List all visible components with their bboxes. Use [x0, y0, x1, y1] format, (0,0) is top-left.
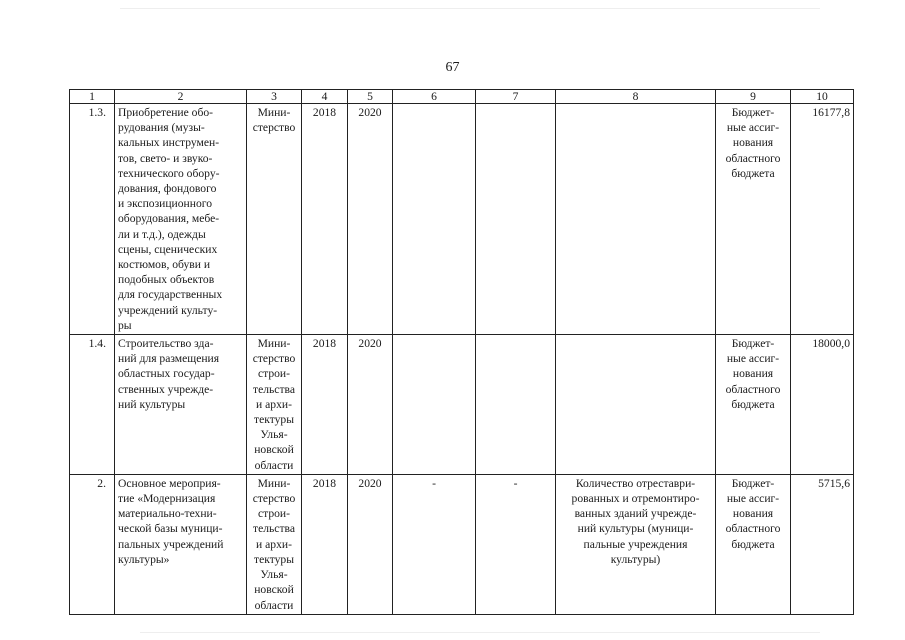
executor: Мини- стерство	[247, 104, 302, 335]
funding-source: Бюджет- ные ассиг- нования областного бюджета	[716, 335, 791, 475]
indicator	[556, 104, 716, 335]
header-cell-5: 5	[348, 90, 393, 104]
header-cell-9: 9	[716, 90, 791, 104]
amount: 18000,0	[791, 335, 854, 475]
col-6-value: -	[393, 474, 476, 614]
activity-name: Основное мероприя- тие «Модернизация материально-техни- ческой базы муници- пальных учреждений культуры»	[115, 474, 247, 614]
indicator: Количество отреставри- рованных и отремонтиро- ванных зданий учрежде- ний культуры (муници- пальные учреждения культуры)	[556, 474, 716, 614]
header-cell-8: 8	[556, 90, 716, 104]
header-cell-4: 4	[302, 90, 348, 104]
start-year: 2018	[302, 104, 348, 335]
scan-artifact-bottom	[140, 632, 820, 633]
header-row	[70, 90, 854, 104]
table-row	[70, 474, 854, 614]
funding-source: Бюджет- ные ассиг- нования областного бюджета	[716, 474, 791, 614]
header-cell-1: 1	[70, 90, 115, 104]
end-year: 2020	[348, 474, 393, 614]
col-6-value	[393, 335, 476, 475]
amount: 5715,6	[791, 474, 854, 614]
amount: 16177,8	[791, 104, 854, 335]
header-cell-10: 10	[791, 90, 854, 104]
funding-source: Бюджет- ные ассиг- нования областного бюджета	[716, 104, 791, 335]
start-year: 2018	[302, 474, 348, 614]
header-cell-7: 7	[476, 90, 556, 104]
program-table	[69, 89, 854, 615]
activity-name: Приобретение обо- рудования (музы- кальных инструмен- тов, свето- и звуко- технического обору- дования, фондового и экспозиционного оборудования, мебе- ли и т.д.), одежды сцены, сценических костюмов, обуви и подобных объектов для государственных учреждений культу- ры	[115, 104, 247, 335]
header-cell-3: 3	[247, 90, 302, 104]
row-number: 1.3.	[70, 104, 115, 335]
end-year: 2020	[348, 104, 393, 335]
col-6-value	[393, 104, 476, 335]
col-7-value	[476, 104, 556, 335]
scan-artifact-top	[120, 8, 820, 9]
col-7-value: -	[476, 474, 556, 614]
start-year: 2018	[302, 335, 348, 475]
header-cell-6: 6	[393, 90, 476, 104]
col-7-value	[476, 335, 556, 475]
row-number: 1.4.	[70, 335, 115, 475]
row-number: 2.	[70, 474, 115, 614]
indicator	[556, 335, 716, 475]
end-year: 2020	[348, 335, 393, 475]
table-row	[70, 335, 854, 475]
executor: Мини- стерство строи- тельства и архи- тектуры Улья- новской области	[247, 335, 302, 475]
page-number: 67	[445, 60, 460, 75]
executor: Мини- стерство строи- тельства и архи- тектуры Улья- новской области	[247, 474, 302, 614]
header-cell-2: 2	[115, 90, 247, 104]
table-row	[70, 104, 854, 335]
activity-name: Строительство зда- ний для размещения областных государ- ственных учрежде- ний культуры	[115, 335, 247, 475]
